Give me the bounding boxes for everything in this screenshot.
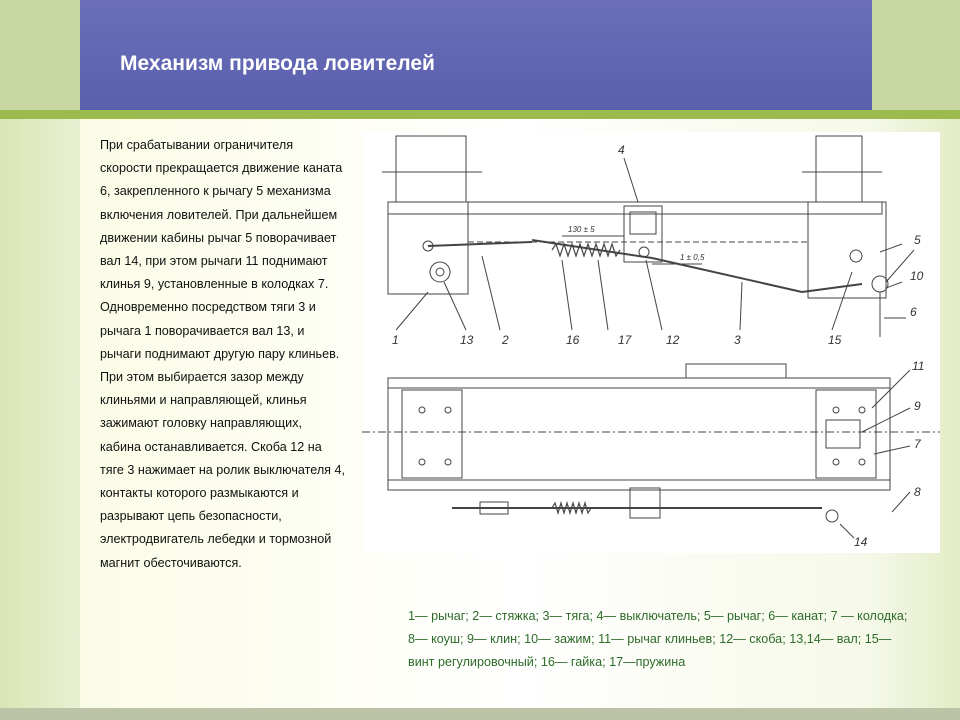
mechanism-drawing [362, 132, 940, 553]
description-text: При срабатывании ограничителя скорости прекращается движение каната 6, закрепленного к рычагу 5 механизма включения ловителей. При дальнейшем движении кабины рычаг 5 поворачивает вал 14, при этом рычаги 11 поднимают клинья 9, установленные в колодках 7. Одновременно посредством тяги 3 и рычага 1 поворачивается вал 13, и рычаги поднимают другую пару клиньев. При этом выбирается зазор между клиньями и направляющей, клинья зажимают головку направляющих, кабина останавливается. Скоба 12 на тяге 3 нажимает на ролик выключателя 4, контакты которого размыкаются и разрывают цепь безопасности, электродвигатель лебедки и тормозной магнит обесточиваются. [100, 138, 346, 570]
header-left-block [0, 0, 80, 110]
label-4: 4 [618, 143, 625, 157]
label-13: 13 [460, 333, 474, 347]
label-14: 14 [854, 535, 868, 549]
header-right-block [872, 0, 960, 110]
label-10: 10 [910, 269, 924, 283]
accent-bar [0, 110, 960, 119]
legend-caption: 1— рычаг; 2— стяжка; 3— тяга; 4— выключатель; 5— рычаг; 6— канат; 7 — колодка; 8— коуш; 9— клин; 10— зажим; 11— рычаг клиньев; 12— скоба; 13,14— вал; 15— винт регулировочный; 16— гайка; 17—пружина [408, 609, 908, 670]
label-11: 11 [912, 359, 925, 373]
drawing-svg [362, 132, 940, 553]
label-12: 12 [666, 333, 680, 347]
dimension-130: 130 ± 5 [568, 225, 595, 234]
slide-title: Механизм привода ловителей [120, 52, 435, 75]
label-8: 8 [914, 485, 921, 499]
label-2: 2 [502, 333, 509, 347]
label-17: 17 [618, 333, 632, 347]
label-5: 5 [914, 233, 921, 247]
label-7: 7 [914, 437, 921, 451]
label-1: 1 [392, 333, 399, 347]
label-16: 16 [566, 333, 580, 347]
label-9: 9 [914, 399, 921, 413]
dimension-1: 1 ± 0,5 [680, 253, 705, 262]
label-3: 3 [734, 333, 741, 347]
bottom-bar [0, 708, 960, 720]
label-6: 6 [910, 305, 917, 319]
label-15: 15 [828, 333, 842, 347]
